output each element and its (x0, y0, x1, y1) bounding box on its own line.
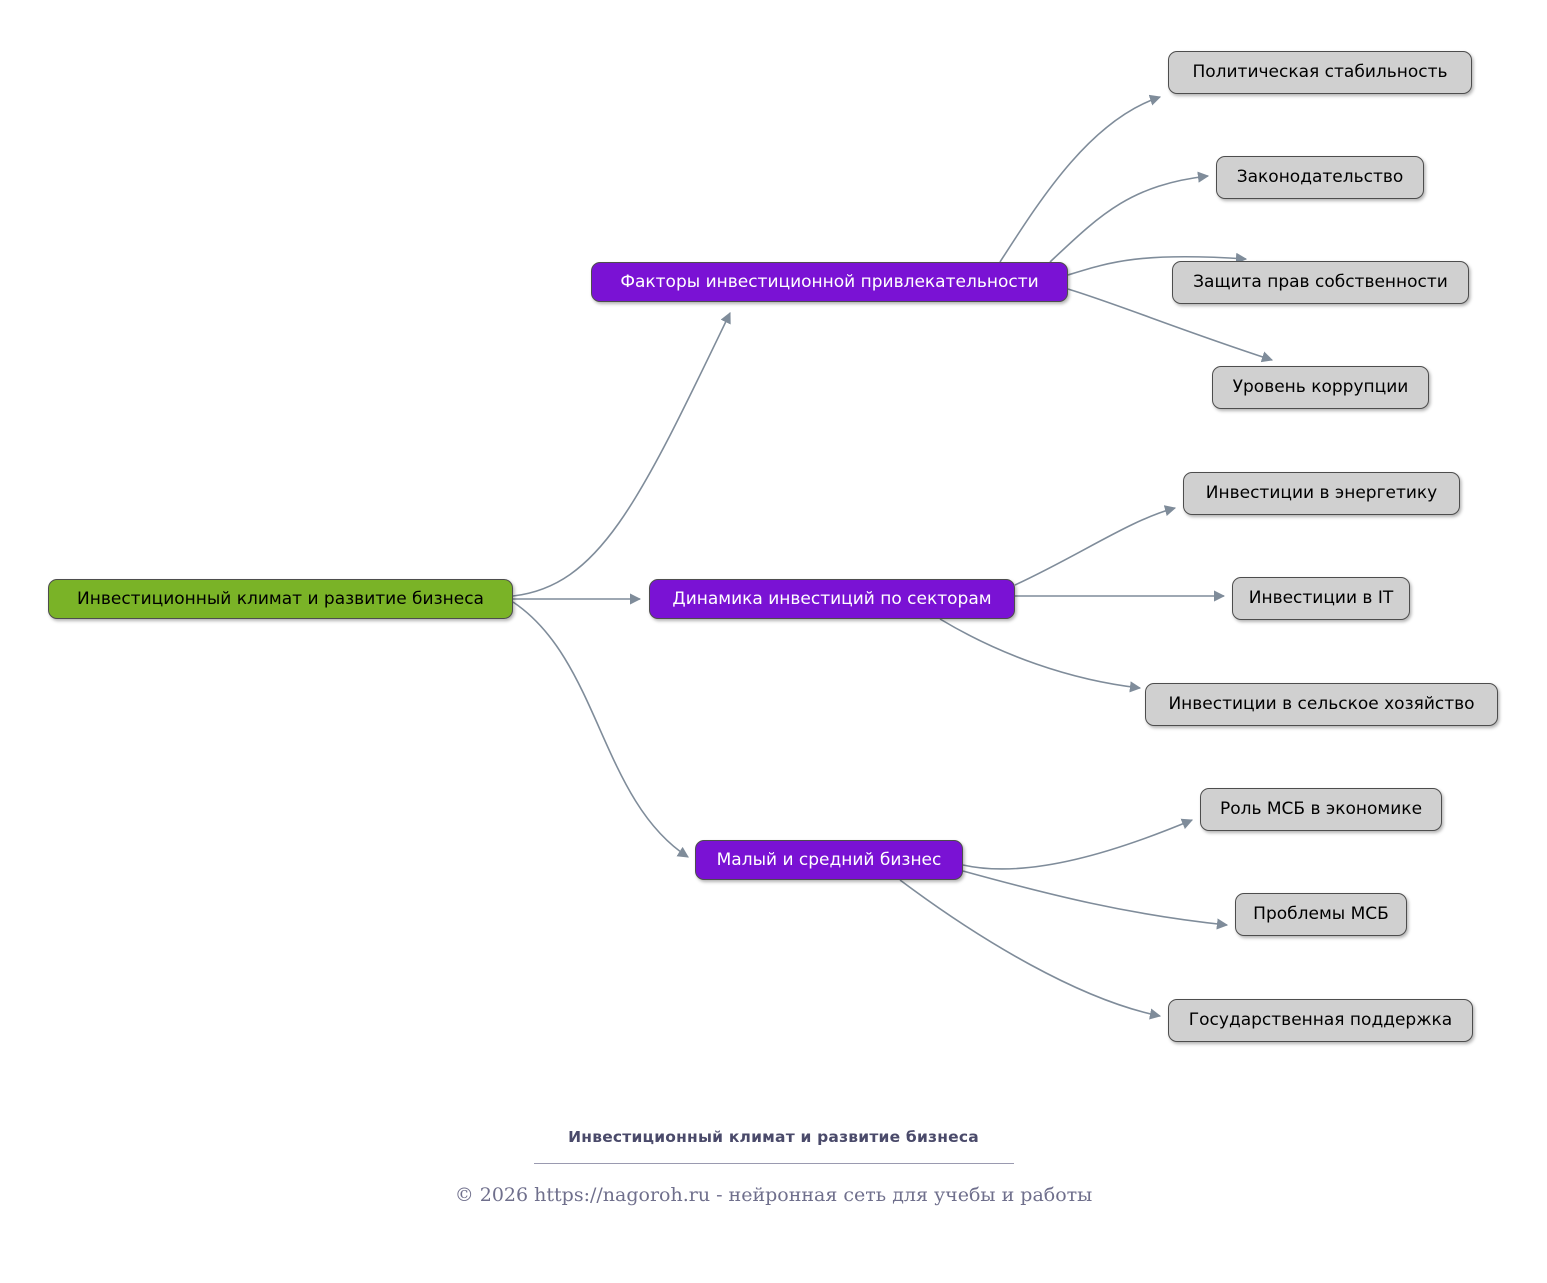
footer-title: Инвестиционный климат и развитие бизнеса (568, 1128, 979, 1146)
footer (0, 1128, 1547, 1206)
node-root[interactable] (48, 579, 513, 619)
edge-11 (963, 871, 1227, 925)
node-label: Факторы инвестиционной привлекательности (620, 271, 1039, 292)
footer-divider (534, 1163, 1014, 1164)
node-leaf-1-0[interactable] (1183, 472, 1460, 515)
node-leaf-1-2[interactable] (1145, 683, 1498, 726)
edge-2 (513, 602, 688, 857)
edge-10 (963, 820, 1192, 869)
edge-4 (1050, 176, 1208, 262)
node-label: Инвестиции в IT (1248, 588, 1394, 609)
node-label: Защита прав собственности (1193, 272, 1448, 293)
node-branch-2[interactable] (695, 840, 963, 880)
footer-credit: © 2026 https://nagoroh.ru - нейронная сеть для учебы и работы (454, 1184, 1093, 1206)
node-label: Инвестиционный климат и развитие бизнеса (77, 588, 484, 609)
node-label: Государственная поддержка (1188, 1010, 1453, 1031)
node-label: Уровень коррупции (1232, 377, 1409, 398)
node-label: Малый и средний бизнес (716, 849, 942, 870)
node-leaf-2-2[interactable] (1168, 999, 1473, 1042)
node-label: Политическая стабильность (1192, 62, 1448, 83)
node-leaf-1-1[interactable] (1232, 577, 1410, 620)
edge-9 (940, 619, 1140, 688)
edge-7 (1015, 508, 1175, 585)
node-branch-1[interactable] (649, 579, 1015, 619)
node-label: Динамика инвестиций по секторам (672, 588, 992, 609)
node-leaf-2-1[interactable] (1235, 893, 1407, 936)
edge-0 (513, 313, 730, 596)
node-label: Роль МСБ в экономике (1219, 799, 1423, 820)
edge-12 (900, 880, 1160, 1016)
node-leaf-2-0[interactable] (1200, 788, 1442, 831)
node-leaf-0-1[interactable] (1216, 156, 1424, 199)
node-leaf-0-3[interactable] (1212, 366, 1429, 409)
node-branch-0[interactable] (591, 262, 1068, 302)
node-leaf-0-0[interactable] (1168, 51, 1472, 94)
node-label: Инвестиции в сельское хозяйство (1168, 694, 1475, 715)
node-label: Законодательство (1236, 167, 1404, 188)
node-label: Инвестиции в энергетику (1205, 483, 1438, 504)
node-leaf-0-2[interactable] (1172, 261, 1469, 304)
node-label: Проблемы МСБ (1253, 904, 1389, 925)
edge-3 (1000, 97, 1160, 262)
